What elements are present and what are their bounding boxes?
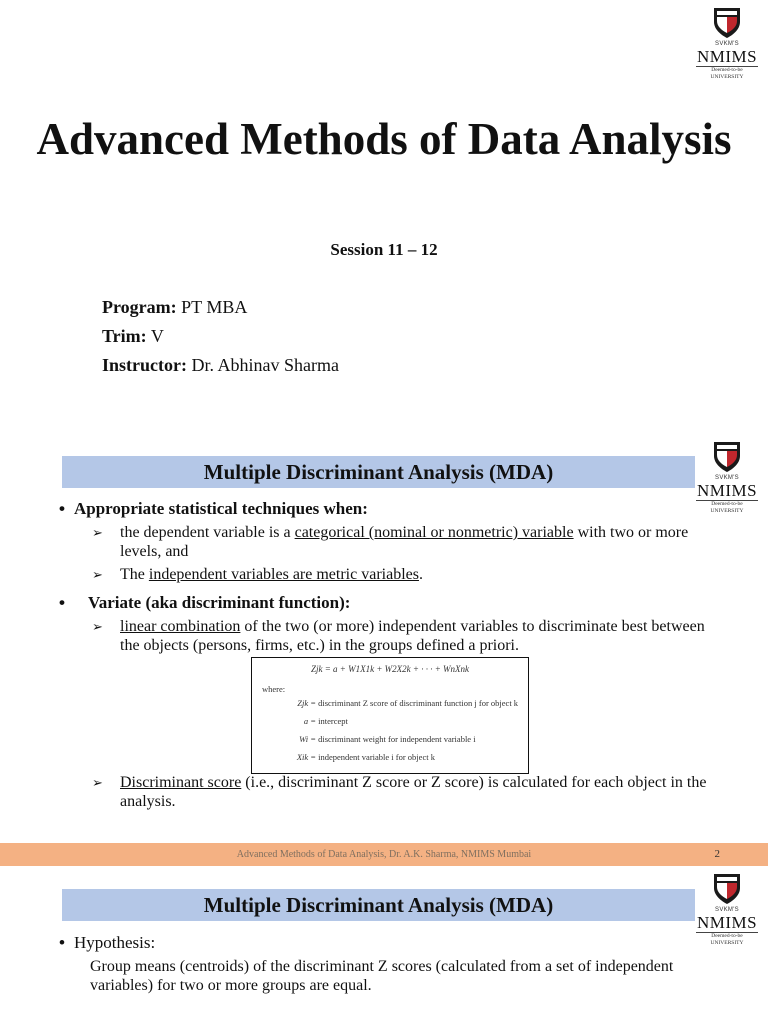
bullet-text: Variate (aka discriminant function):	[88, 593, 351, 612]
slide-title-bar: Multiple Discriminant Analysis (MDA)	[62, 889, 695, 921]
slide-mda-hypothesis	[0, 866, 768, 1024]
logo-small-text: SVKM'S	[715, 907, 739, 913]
sub-bullet-discriminant-score: ➢ Discriminant score (i.e., discriminant Z score or Z score) is calculated for each object in the analysis.	[92, 774, 707, 810]
bullet-text: Appropriate statistical techniques when:	[74, 499, 368, 518]
bullet-hypothesis	[59, 933, 156, 953]
slide-footer	[0, 843, 768, 866]
logo-tagline: Deemed-to-be UNIVERSITY	[696, 66, 758, 81]
formula-where: where:	[262, 684, 286, 694]
sub-bullet-independent-variables: ➢ The independent variables are metric variables.	[92, 566, 423, 583]
logo-tagline: Deemed-to-be UNIVERSITY	[696, 500, 758, 515]
logo-small-text: SVKM'S	[715, 475, 739, 481]
session-label: Session 11 – 12	[330, 240, 438, 259]
bullet-appropriate-techniques	[59, 499, 368, 519]
nmims-shield-icon	[712, 6, 742, 40]
footer-text: Advanced Methods of Data Analysis, Dr. A.K. Sharma, NMIMS Mumbai	[236, 849, 532, 860]
instructor-line	[102, 351, 339, 380]
bullet-variate	[59, 593, 351, 613]
underlined-term: categorical (nominal or nonmetric) variable	[294, 524, 574, 541]
logo-brand: NMIMS	[696, 47, 758, 66]
formula-definition-row: a = intercept	[303, 716, 348, 726]
bullet-text: Hypothesis:	[74, 933, 156, 952]
arrow-bullet-icon: ➢	[92, 775, 103, 790]
formula-definition-row: Zjk = discriminant Z score of discriminant function j for object k	[297, 698, 519, 708]
nmims-shield-icon	[712, 872, 742, 906]
page-number: 2	[714, 848, 720, 860]
nmims-logo	[694, 440, 760, 514]
presentation-title: Advanced Methods of Data Analysis	[36, 114, 732, 164]
underlined-term: linear combination	[120, 618, 241, 635]
trim-value: V	[150, 326, 164, 346]
trim-label: Trim:	[102, 326, 147, 346]
logo-tagline: Deemed-to-be UNIVERSITY	[696, 932, 758, 947]
program-line	[102, 293, 339, 322]
nmims-shield-icon	[712, 440, 742, 474]
underlined-term: Discriminant score	[120, 774, 242, 791]
logo-brand: NMIMS	[696, 481, 758, 500]
trim-line	[102, 322, 339, 351]
instructor-label: Instructor:	[102, 355, 187, 375]
nmims-logo	[694, 6, 760, 80]
course-meta	[102, 293, 339, 380]
program-value: PT MBA	[181, 297, 248, 317]
discriminant-formula-box	[251, 657, 529, 774]
slide-mda-definition	[0, 430, 768, 866]
bullet-dot-icon: •	[59, 593, 65, 612]
arrow-bullet-icon: ➢	[92, 567, 103, 582]
arrow-bullet-icon: ➢	[92, 619, 103, 634]
slide-title	[0, 0, 768, 430]
bullet-dot-icon: •	[59, 933, 65, 952]
instructor-value: Dr. Abhinav Sharma	[191, 355, 339, 375]
underlined-term: independent variables are metric variables	[148, 566, 419, 583]
sub-bullet-linear-combination: ➢ linear combination of the two (or more) independent variables to discriminate best between the objects (persons, firms, etc.) in the groups defined a priori.	[92, 618, 705, 654]
nmims-logo	[694, 872, 760, 946]
logo-brand: NMIMS	[696, 913, 758, 932]
sub-bullet-dependent-variable: ➢ the dependent variable is a categorical (nominal or nonmetric) variable with two or more levels, and	[92, 524, 689, 560]
hypothesis-text: Group means (centroids) of the discriminant Z scores (calculated from a set of independent variables) for two or more groups are equal.	[90, 958, 674, 994]
logo-small-text: SVKM'S	[715, 41, 739, 47]
formula-equation: Zjk = a + W1X1k + W2X2k + · · · + WnXnk	[310, 664, 470, 674]
arrow-bullet-icon: ➢	[92, 525, 103, 540]
formula-definition-row: Xik = independent variable i for object k	[296, 752, 435, 762]
formula-definition-row: Wi = discriminant weight for independent variable i	[299, 734, 476, 744]
slide-title-bar: Multiple Discriminant Analysis (MDA)	[62, 456, 695, 488]
program-label: Program:	[102, 297, 177, 317]
bullet-dot-icon: •	[59, 499, 65, 518]
